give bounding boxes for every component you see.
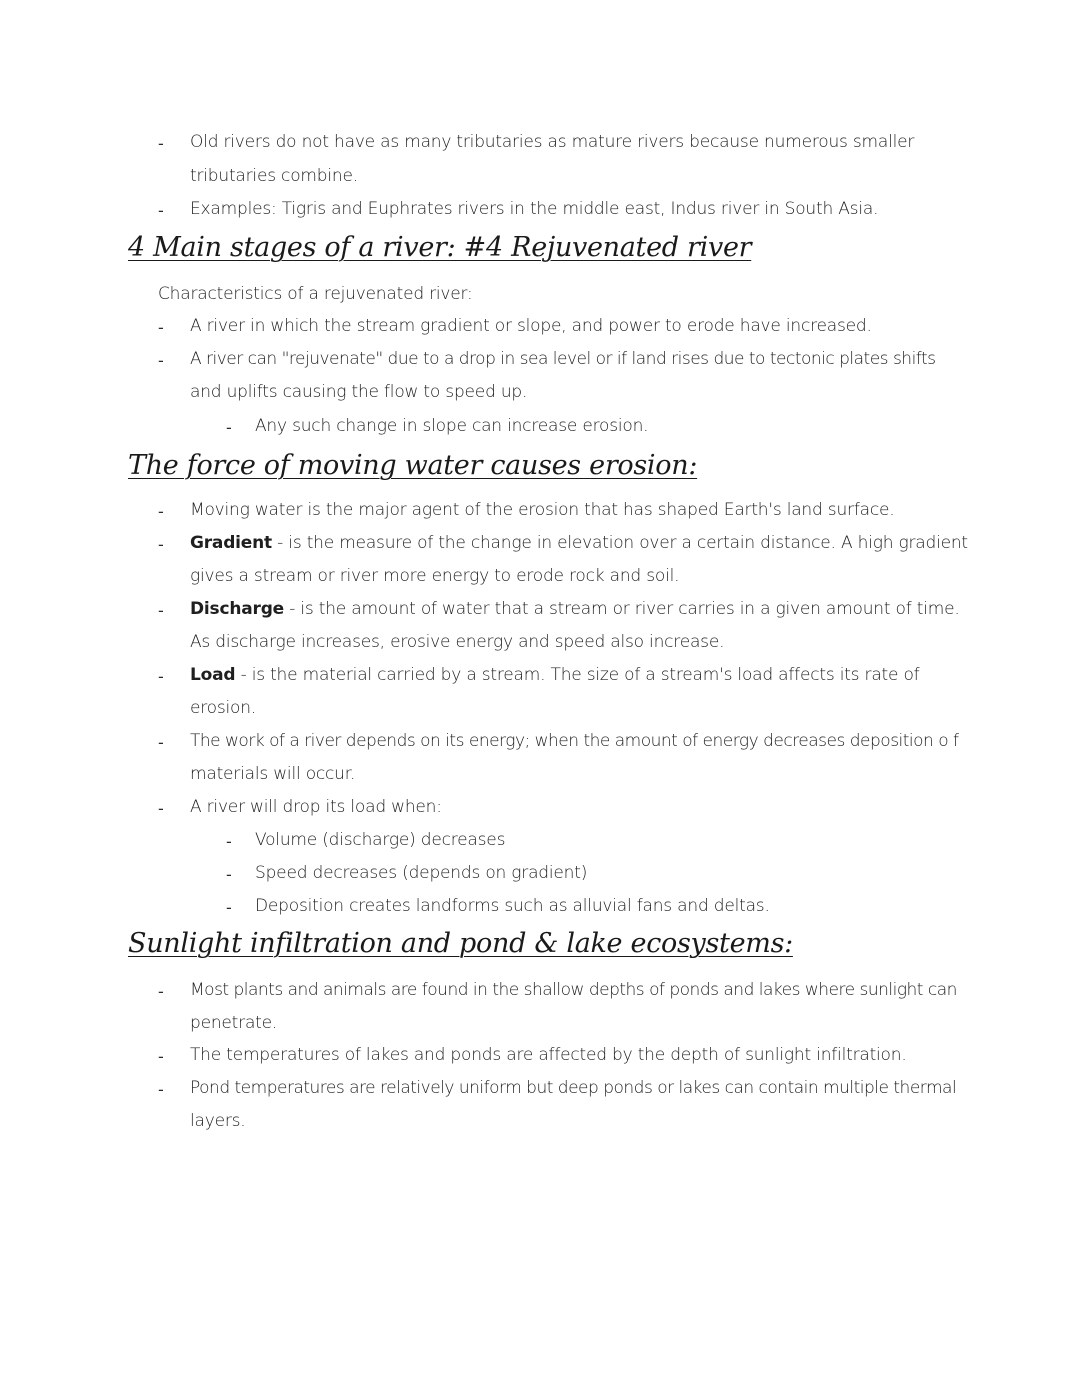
term-load: Load — [190, 665, 236, 685]
text-line: and uplifts causing the flow to speed up. — [190, 382, 528, 402]
bullet-dash: - — [158, 502, 164, 521]
text-line: A river can "rejuvenate" due to a drop in sea level or if land rises due to tectonic plates shifts — [190, 349, 936, 369]
text-line: Characteristics of a rejuvenated river: — [158, 284, 473, 304]
text-line: layers. — [190, 1111, 246, 1131]
section-heading: The force of moving water causes erosion: — [128, 450, 698, 481]
bullet-dash: - — [158, 799, 164, 818]
text-line: gives a stream or river more energy to erode rock and soil. — [190, 566, 680, 586]
text-line: materials will occur. — [190, 764, 356, 784]
bullet-dash: - — [158, 201, 164, 220]
bullet-dash: - — [226, 865, 232, 884]
bullet-dash: - — [226, 898, 232, 917]
section-heading: 4 Main stages of a river: #4 Rejuvenated river — [128, 232, 752, 263]
definition-text: - is the amount of water that a stream or river carries in a given amount of time. — [284, 599, 960, 619]
bullet-dash: - — [226, 418, 232, 437]
text-line — [190, 665, 919, 685]
bullet-dash: - — [158, 601, 164, 620]
text-line: Pond temperatures are relatively uniform but deep ponds or lakes can contain multiple thermal — [190, 1078, 957, 1098]
text-line: Deposition creates landforms such as alluvial fans and deltas. — [255, 896, 770, 916]
text-line: A river in which the stream gradient or slope, and power to erode have increased. — [190, 316, 872, 336]
section-heading: Sunlight infiltration and pond & lake ecosystems: — [128, 928, 793, 959]
bullet-dash: - — [158, 733, 164, 752]
bullet-dash: - — [158, 1047, 164, 1066]
text-line: Moving water is the major agent of the erosion that has shaped Earth's land surface. — [190, 500, 895, 520]
bullet-dash: - — [158, 318, 164, 337]
text-line: erosion. — [190, 698, 257, 718]
text-line: Speed decreases (depends on gradient) — [255, 863, 588, 883]
text-line: Examples: Tigris and Euphrates rivers in the middle east, Indus river in South Asia. — [190, 199, 879, 219]
text-line: Any such change in slope can increase erosion. — [255, 416, 649, 436]
text-line: A river will drop its load when: — [190, 797, 442, 817]
text-line: Volume (discharge) decreases — [255, 830, 506, 850]
text-line: The work of a river depends on its energy; when the amount of energy decreases deposition o f — [190, 731, 959, 751]
bullet-dash: - — [158, 351, 164, 370]
text-line: tributaries combine. — [190, 166, 358, 186]
text-line — [190, 533, 968, 553]
text-line: Old rivers do not have as many tributaries as mature rivers because numerous smaller — [190, 132, 915, 152]
term-discharge: Discharge — [190, 599, 284, 619]
definition-text: - is the measure of the change in elevation over a certain distance. A high gradient — [271, 533, 968, 553]
text-line: Most plants and animals are found in the shallow depths of ponds and lakes where sunlight can — [190, 980, 957, 1000]
bullet-dash: - — [158, 667, 164, 686]
definition-text: - is the material carried by a stream. The size of a stream's load affects its rate of — [235, 665, 920, 685]
bullet-dash: - — [158, 1080, 164, 1099]
bullet-dash: - — [158, 134, 164, 153]
bullet-dash: - — [158, 535, 164, 554]
bullet-dash: - — [226, 832, 232, 851]
text-line: penetrate. — [190, 1013, 278, 1033]
text-line — [190, 599, 960, 619]
text-line: The temperatures of lakes and ponds are affected by the depth of sunlight infiltration. — [190, 1045, 907, 1065]
bullet-dash: - — [158, 982, 164, 1001]
text-line: As discharge increases, erosive energy and speed also increase. — [190, 632, 725, 652]
term-gradient: Gradient — [190, 533, 272, 553]
